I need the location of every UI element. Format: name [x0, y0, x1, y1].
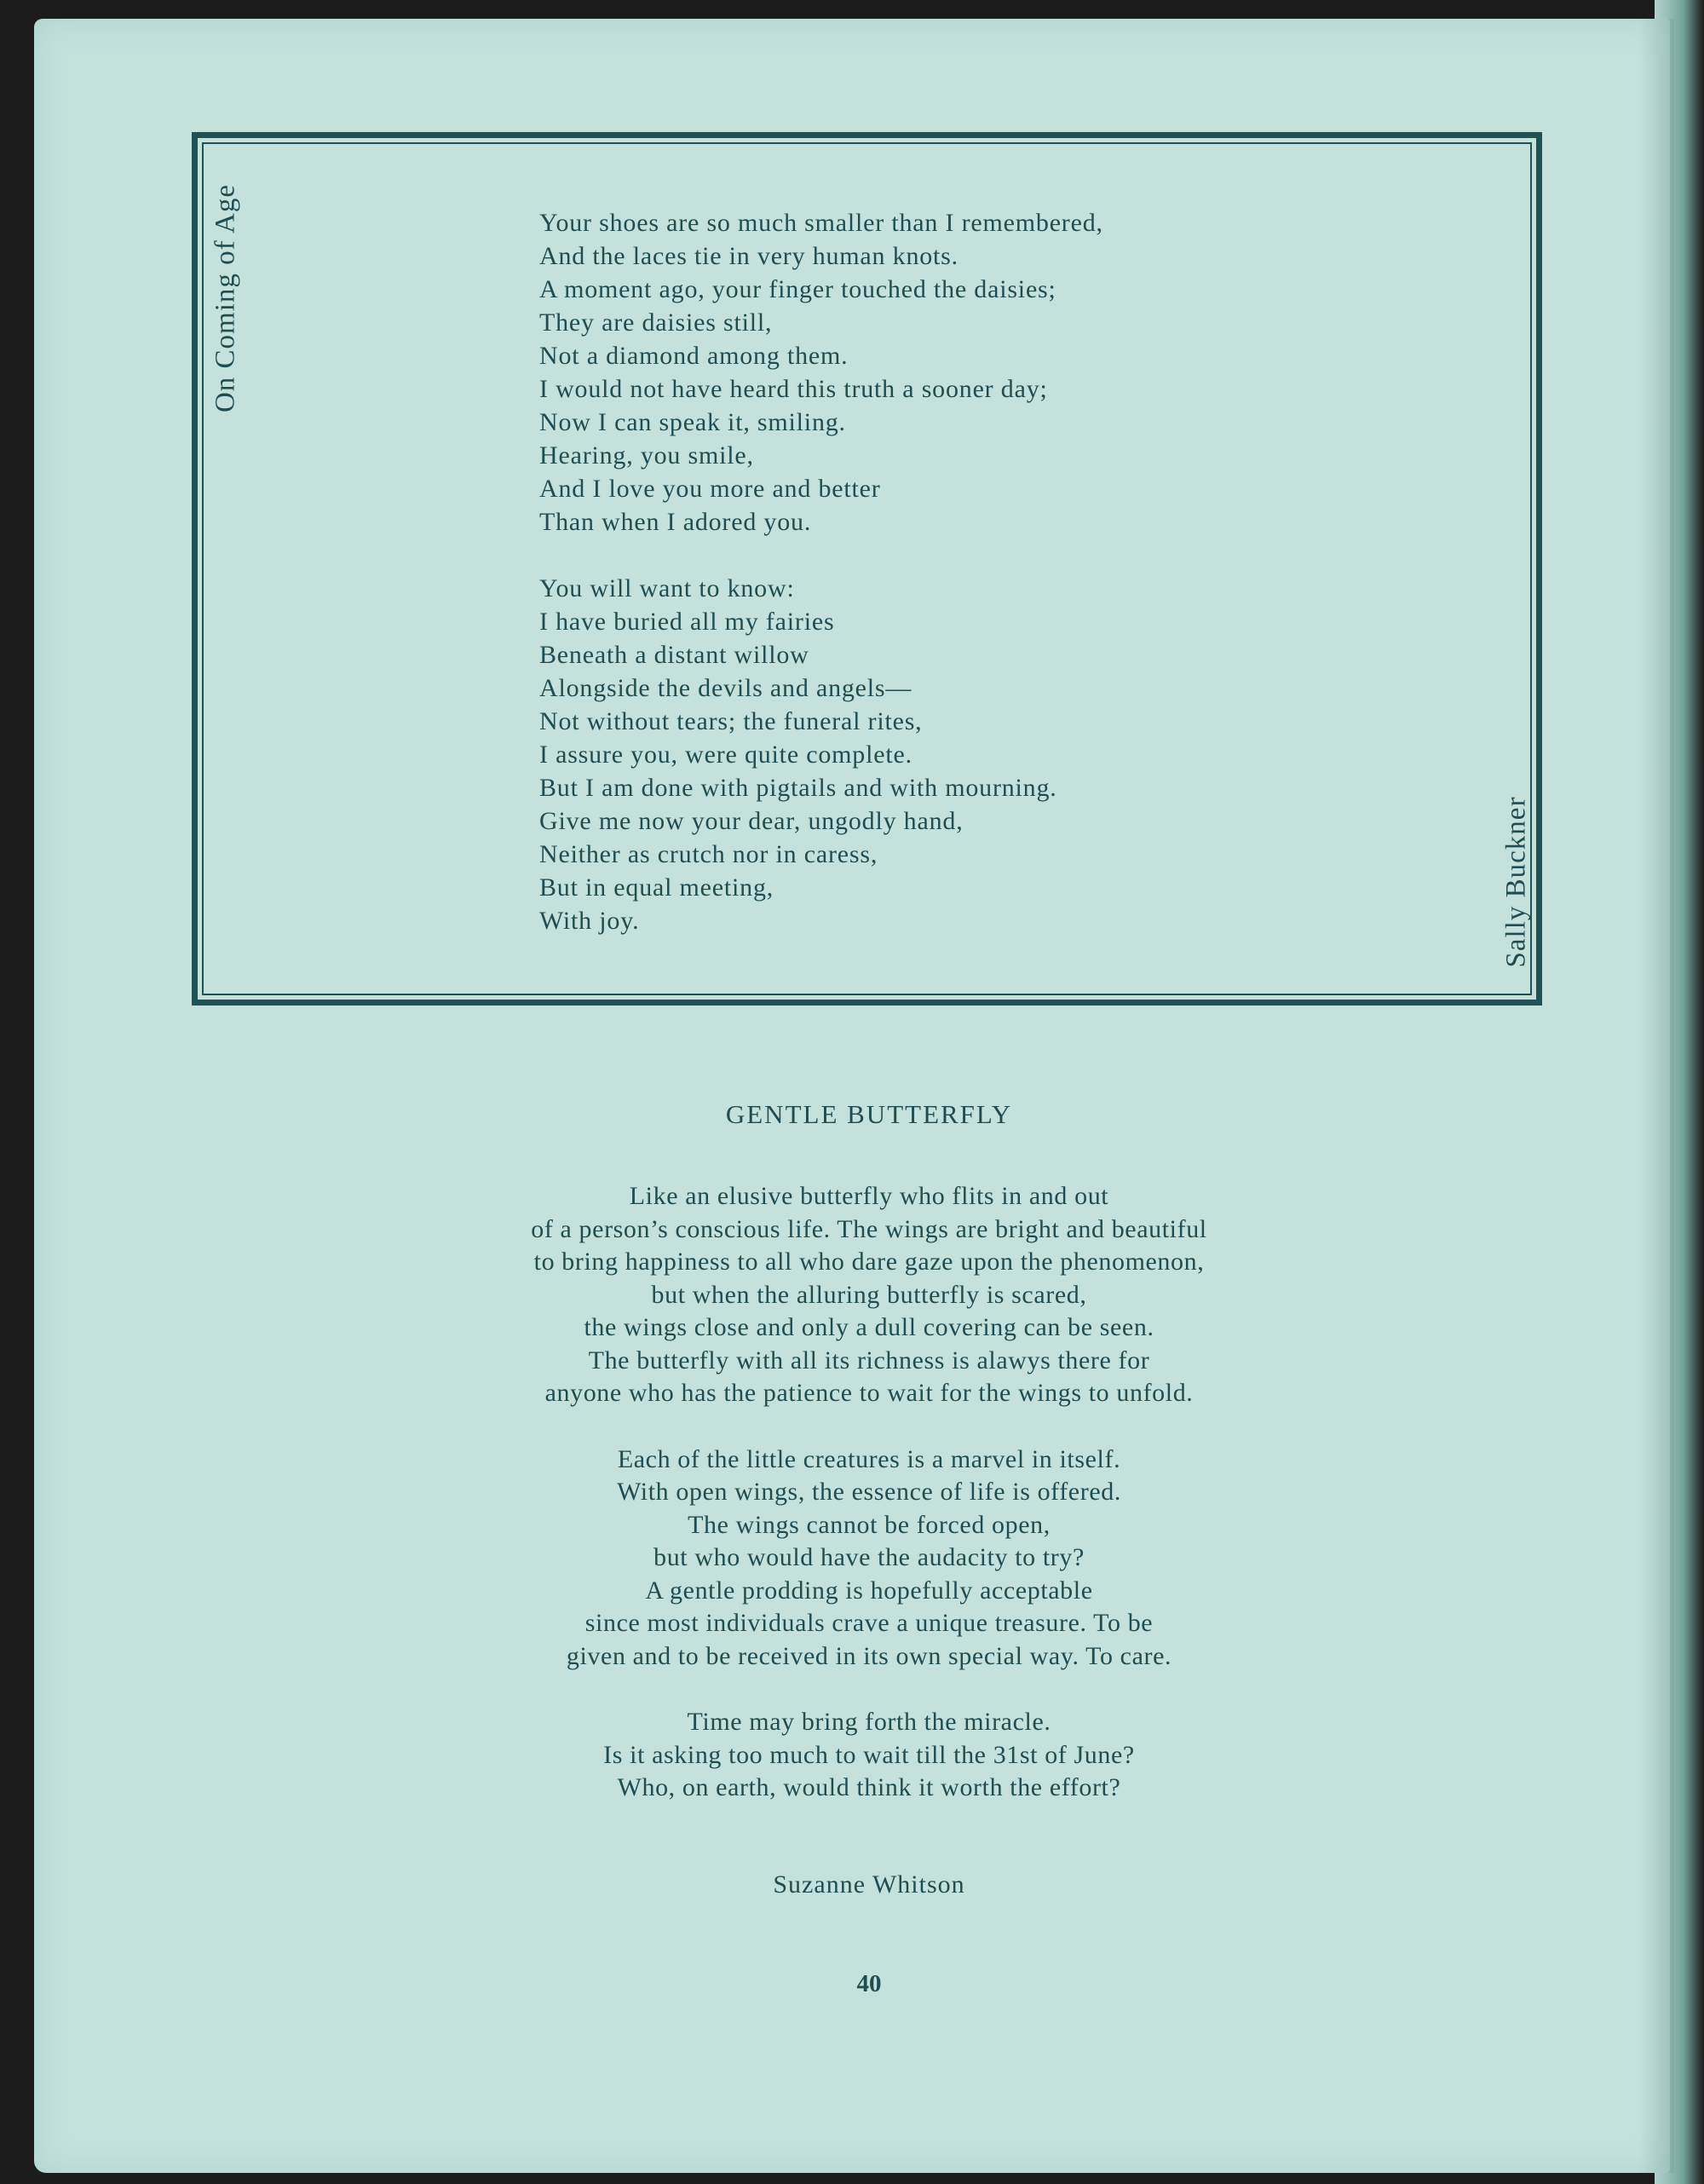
poem1-author-container: [1495, 771, 1538, 993]
poem-line: but who would have the audacity to try?: [653, 1543, 1085, 1571]
poem-line: Your shoes are so much smaller than I remembered,: [539, 209, 1103, 237]
poem1-stanza: [539, 206, 1477, 539]
poem1-author: Sally Buckner: [1500, 796, 1532, 968]
poem1-stanza: [539, 572, 1477, 937]
poem-line: Alongside the devils and angels—: [539, 674, 912, 702]
poem-line: The butterfly with all its richness is alawys there for: [588, 1346, 1150, 1374]
poem-line: Who, on earth, would think it worth the effort?: [617, 1773, 1121, 1801]
poem-line: But I am done with pigtails and with mourning.: [539, 774, 1057, 802]
poem-line: Than when I adored you.: [539, 508, 812, 536]
poem-line: since most individuals crave a unique treasure. To be: [584, 1609, 1154, 1637]
poem-line: Time may bring forth the miracle.: [687, 1708, 1051, 1736]
poem-line: I assure you, were quite complete.: [539, 740, 912, 769]
poem-line: The wings cannot be forced open,: [688, 1510, 1051, 1539]
poem-line: With joy.: [539, 907, 640, 935]
poem-line: They are daisies still,: [539, 308, 773, 337]
poem-line: Hearing, you smile,: [539, 441, 754, 470]
poem-line: of a person’s conscious life. The wings are bright and beautiful: [531, 1214, 1207, 1243]
poem-line: given and to be received in its own special way. To care.: [566, 1641, 1172, 1670]
poem-line: But in equal meeting,: [539, 873, 774, 902]
poem2-stanza: [0, 1706, 1704, 1805]
poem1-title: On Coming of Age: [210, 183, 241, 413]
poem-line: A gentle prodding is hopefully acceptable: [645, 1576, 1093, 1605]
poem2-body: [0, 1180, 1704, 1838]
poem-line: I would not have heard this truth a sooner day;: [539, 375, 1048, 403]
page-number: 40: [856, 1970, 882, 1997]
poem-line: to bring happiness to all who dare gaze upon the phenomenon,: [533, 1248, 1205, 1276]
poem1-title-container: [204, 166, 247, 430]
poem1-body: [539, 206, 1477, 971]
poem2-author: Suzanne Whitson: [773, 1870, 965, 1899]
poem-line: Like an elusive butterfly who flits in and out: [629, 1182, 1109, 1210]
poem2-stanza: [0, 1444, 1704, 1674]
poem-line: With open wings, the essence of life is offered.: [617, 1478, 1121, 1506]
poem-line: Give me now your dear, ungodly hand,: [539, 807, 964, 835]
poem-line: Beneath a distant willow: [539, 641, 809, 669]
poem-line: Not a diamond among them.: [539, 342, 849, 370]
poem-line: And the laces tie in very human knots.: [539, 242, 958, 270]
poem-line: And I love you more and better: [539, 475, 881, 503]
poem-line: anyone who has the patience to wait for the wings to unfold.: [544, 1379, 1194, 1407]
poem2-title: GENTLE BUTTERFLY: [725, 1099, 1013, 1129]
poem-line: but when the alluring butterfly is scared,: [651, 1280, 1087, 1309]
poem-line: A moment ago, your finger touched the daisies;: [539, 275, 1056, 303]
poem2-stanza: [0, 1180, 1704, 1410]
poem-line: the wings close and only a dull covering can be seen.: [584, 1313, 1154, 1341]
poem-line: You will want to know:: [539, 574, 795, 602]
poem-line: Now I can speak it, smiling.: [539, 408, 846, 436]
binding-shadow: [1640, 19, 1674, 2173]
poem-line: Neither as crutch nor in caress,: [539, 840, 878, 868]
poem-line: Each of the little creatures is a marvel in itself.: [617, 1444, 1121, 1473]
poem-line: I have buried all my fairies: [539, 608, 835, 636]
poem-line: Not without tears; the funeral rites,: [539, 707, 923, 735]
poem-line: Is it asking too much to wait till the 31st of June?: [603, 1740, 1135, 1769]
